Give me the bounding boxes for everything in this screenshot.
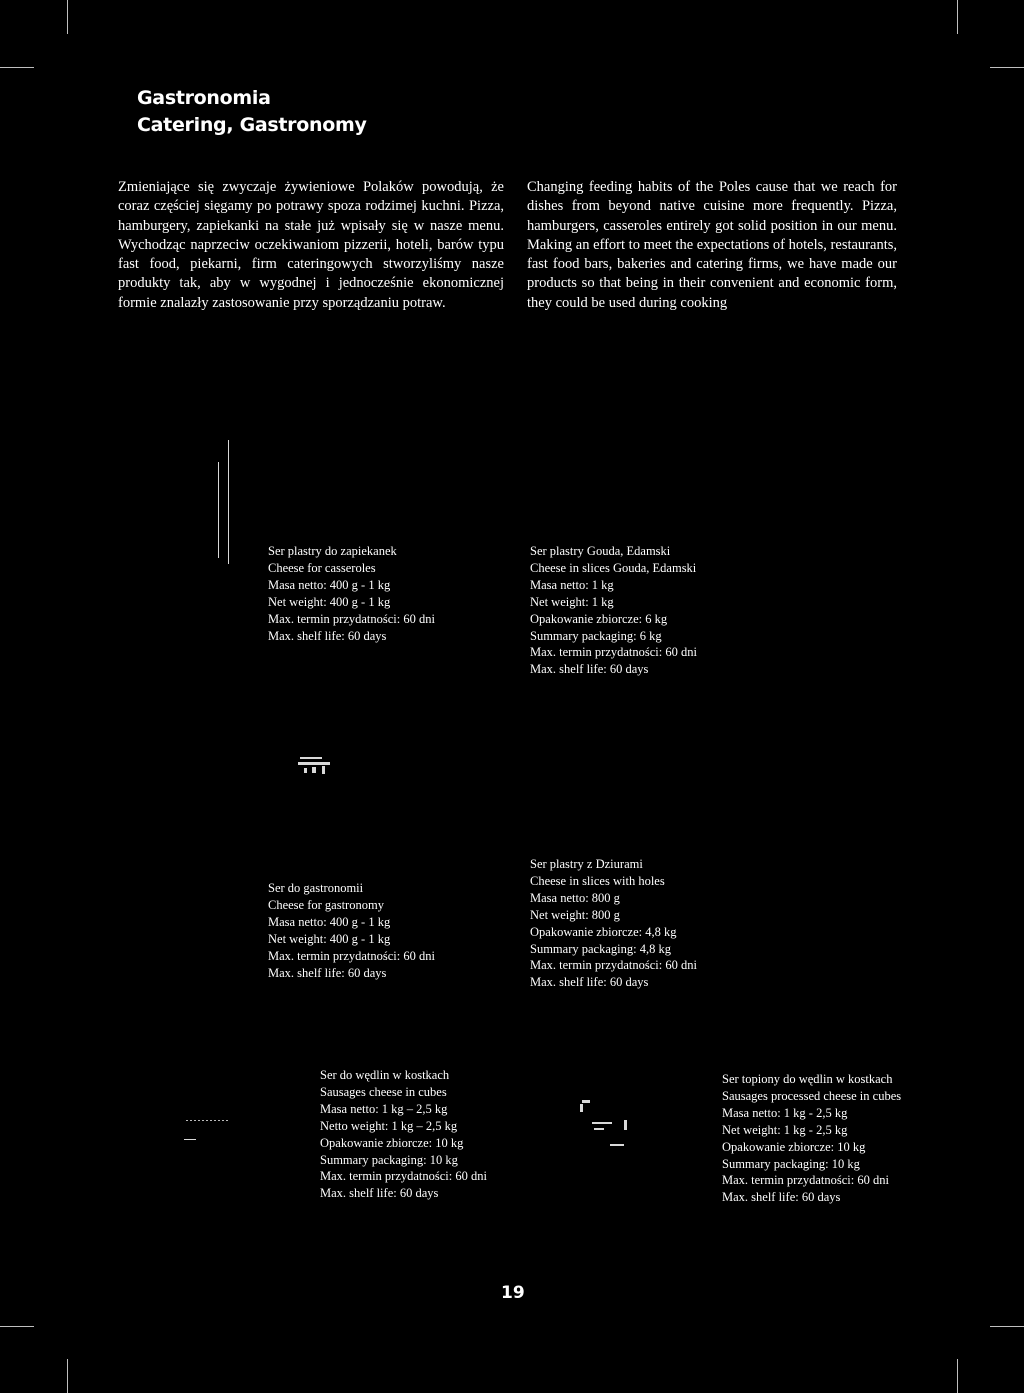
product-image-fragment (298, 757, 334, 779)
crop-mark-top-right-vertical (957, 0, 958, 34)
crop-mark-bottom-right-horizontal (990, 1326, 1024, 1327)
product-detail: Max. termin przydatności: 60 dni (268, 611, 435, 626)
product-detail: Max. shelf life: 60 days (320, 1186, 439, 1201)
product-name: Ser plastry Gouda, Edamski (530, 544, 671, 558)
product-name: Ser plastry z Dziurami (530, 857, 643, 871)
divider-line (218, 462, 219, 558)
product-detail: Masa netto: 1 kg – 2,5 kg (320, 1101, 448, 1116)
product-detail: Max. termin przydatności: 60 dni (268, 948, 435, 963)
product-detail: Net weight: 400 g - 1 kg (268, 931, 391, 946)
product-info (268, 543, 435, 644)
product-detail: Net weight: 800 g (530, 907, 620, 922)
product-detail: Summary packaging: 10 kg (320, 1152, 458, 1167)
product-detail: Max. termin przydatności: 60 dni (530, 645, 697, 660)
product-detail: Max. shelf life: 60 days (722, 1190, 841, 1205)
product-detail: Net weight: 1 kg - 2,5 kg (722, 1122, 848, 1137)
crop-mark-bottom-right-vertical (957, 1359, 958, 1393)
divider-line (228, 440, 229, 564)
product-detail: Masa netto: 1 kg - 2,5 kg (722, 1105, 848, 1120)
product-name-en: Cheese in slices with holes (530, 873, 665, 888)
product-detail: Masa netto: 800 g (530, 890, 620, 905)
intro-polish (118, 178, 504, 313)
product-detail: Summary packaging: 10 kg (722, 1156, 860, 1171)
product-detail: Max. shelf life: 60 days (268, 965, 387, 980)
product-info (722, 1071, 901, 1206)
page-subtitle: Catering, Gastronomy (137, 114, 367, 136)
product-detail: Net weight: 1 kg (530, 594, 614, 609)
product-name: Ser do gastronomii (268, 881, 364, 895)
product-info (268, 880, 435, 981)
product-detail: Max. shelf life: 60 days (268, 628, 387, 643)
product-detail: Summary packaging: 6 kg (530, 628, 662, 643)
page-number: 19 (501, 1283, 525, 1303)
product-image-fragment (578, 1100, 630, 1150)
product-detail: Net weight: 400 g - 1 kg (268, 594, 391, 609)
crop-mark-bottom-left-horizontal (0, 1326, 34, 1327)
product-detail: Masa netto: 400 g - 1 kg (268, 577, 391, 592)
product-detail: Max. termin przydatności: 60 dni (320, 1169, 487, 1184)
intro-english (527, 178, 897, 313)
product-image-fragment (186, 1120, 228, 1121)
product-name-en: Cheese for casseroles (268, 560, 376, 575)
product-name: Ser topiony do wędlin w kostkach (722, 1072, 893, 1086)
crop-mark-top-left-horizontal (0, 67, 34, 68)
product-name: Ser plastry do zapiekanek (268, 544, 397, 558)
product-name-en: Sausages processed cheese in cubes (722, 1088, 902, 1103)
product-info (530, 543, 697, 678)
product-info (320, 1067, 487, 1202)
product-name-en: Cheese in slices Gouda, Edamski (530, 560, 697, 575)
product-name: Ser do wędlin w kostkach (320, 1068, 450, 1082)
crop-mark-bottom-left-vertical (67, 1359, 68, 1393)
crop-mark-top-right-horizontal (990, 67, 1024, 68)
product-detail: Masa netto: 1 kg (530, 577, 614, 592)
crop-mark-top-left-vertical (67, 0, 68, 34)
product-detail: Netto weight: 1 kg – 2,5 kg (320, 1118, 458, 1133)
product-name-en: Cheese for gastronomy (268, 897, 384, 912)
product-detail: Opakowanie zbiorcze: 10 kg (722, 1139, 866, 1154)
intro-english-text: Changing feeding habits of the Poles cause that we reach for dishes from beyond native cuisine more frequently. Pizza, hamburgers, casseroles entirely got solid position in our menu. Making an effort to meet the expectations of hotels, restaurants, fast food bars, bakeries and catering firms, we have made our products so that being in their convenient and economic form, they could be used during cooking (527, 179, 897, 311)
product-detail: Max. termin przydatności: 60 dni (722, 1173, 889, 1188)
page-title: Gastronomia (137, 87, 271, 109)
product-detail: Opakowanie zbiorcze: 4,8 kg (530, 924, 677, 939)
product-detail: Max. termin przydatności: 60 dni (530, 958, 697, 973)
product-detail: Summary packaging: 4,8 kg (530, 941, 671, 956)
product-detail: Masa netto: 400 g - 1 kg (268, 914, 391, 929)
product-detail: Max. shelf life: 60 days (530, 662, 649, 677)
product-info (530, 856, 697, 991)
product-detail: Max. shelf life: 60 days (530, 975, 649, 990)
product-name-en: Sausages cheese in cubes (320, 1084, 447, 1099)
product-detail: Opakowanie zbiorcze: 6 kg (530, 611, 668, 626)
product-detail: Opakowanie zbiorcze: 10 kg (320, 1135, 464, 1150)
intro-polish-text: Zmieniające się zwyczaje żywieniowe Polaków powodują, że coraz częściej sięgamy po potrawy spoza rodzimej kuchni. Pizza, hamburgery, zapiekanki na stałe już wpisały się w nasze menu. Wychodząc naprzeciw oczekiwaniom pizzerii, hoteli, barów typu fast food, piekarni, firm cateringowych stworzyliśmy nasze produkty tak, aby w wygodnej i jednocześnie ekonomicznej formie znalazły zastosowanie przy sporządzaniu potraw. (118, 179, 504, 311)
product-image-fragment (184, 1139, 196, 1140)
